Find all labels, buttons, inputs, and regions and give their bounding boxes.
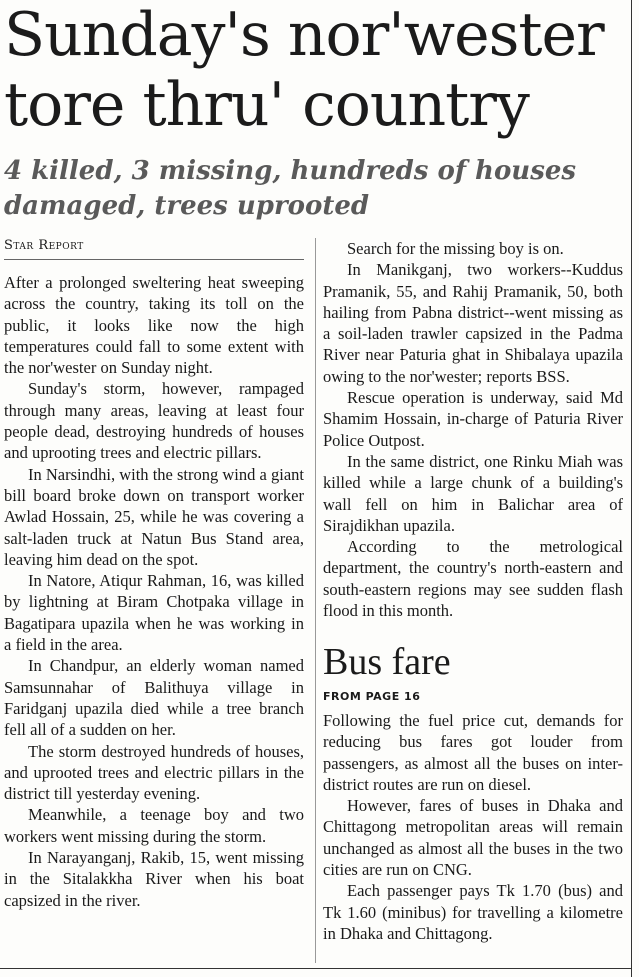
byline-rule bbox=[4, 259, 304, 260]
story-paragraph: In Natore, Atiqur Rahman, 16, was killed by lightning at Biram Chotpaka village in Bagatipara upazila when he was working in a field in the area. bbox=[4, 571, 304, 655]
story-paragraph: In the same district, one Rinku Miah was killed while a large chunk of a building's wall fell on him in Balichar area of Sirajdikhan upazila. bbox=[323, 451, 623, 535]
story-paragraph: In Narayanganj, Rakib, 15, went missing in the Sitalakkha River when his boat capsized in the river. bbox=[4, 848, 304, 910]
main-story-column-2 bbox=[323, 238, 623, 621]
story-paragraph: Following the fuel price cut, demands for reducing bus fares got louder from passengers, as almost all the buses on inter-district routes are run on diesel. bbox=[323, 711, 623, 794]
story-paragraph: After a prolonged sweltering heat sweeping across the country, taking its toll on the public, it looks like now the high temperatures could fall to some extent with the nor'wester on Sunday night. bbox=[4, 273, 304, 378]
byline: Star Report bbox=[4, 238, 84, 253]
subheadline: 4 killed, 3 missing, hundreds of houses damaged, trees uprooted bbox=[4, 156, 577, 221]
continuation-label: FROM PAGE 16 bbox=[323, 690, 421, 703]
page-edge-rule bbox=[631, 0, 632, 977]
main-story-column-1 bbox=[4, 272, 304, 911]
story-paragraph: Sunday's storm, however, rampaged through many areas, leaving at least four people dead, destroying hundreds of houses and uprooting trees and electric pillars. bbox=[4, 379, 304, 463]
story-paragraph: However, fares of buses in Dhaka and Chittagong metropolitan areas will remain unchanged as almost all the buses in the two cities are run on CNG. bbox=[323, 796, 623, 880]
story-paragraph: Search for the missing boy is on. bbox=[347, 239, 564, 258]
story-paragraph: In Narsindhi, with the strong wind a giant bill board broke down on transport worker Awlad Hossain, 25, while he was covering a salt-laden truck at Natun Bus Stand area, leaving him dead on the spot. bbox=[4, 464, 304, 569]
story-paragraph: Meanwhile, a teenage boy and two workers went missing during the storm. bbox=[4, 805, 304, 846]
page-bottom-rule bbox=[0, 968, 632, 969]
side-story-headline: Bus fare bbox=[323, 641, 451, 683]
story-paragraph: In Chandpur, an elderly woman named Samsunnahar of Balithuya village in Faridganj upazila died while a tree branch fell all of a sudden on her. bbox=[4, 656, 304, 740]
story-paragraph: Rescue operation is underway, said Md Shamim Hossain, in-charge of Paturia River Police Outpost. bbox=[323, 388, 623, 450]
column-separator bbox=[315, 238, 316, 963]
headline: Sunday's nor'wester tore thru' country bbox=[4, 0, 604, 140]
story-paragraph: In Manikganj, two workers--Kuddus Pramanik, 55, and Rahij Pramanik, 50, both hailing from Pabna district--went missing as a soil-laden trawler capsized in the Padma River near Paturia ghat in Shibalaya upazila owing to the nor'wester; reports BSS. bbox=[323, 260, 623, 386]
story-paragraph: The storm destroyed hundreds of houses, and uprooted trees and electric pillars in the district till yesterday evening. bbox=[4, 741, 304, 804]
side-story-body bbox=[323, 710, 623, 944]
story-paragraph: Each passenger pays Tk 1.70 (bus) and Tk 1.60 (minibus) for travelling a kilometre in Dhaka and Chittagong. bbox=[323, 881, 623, 943]
story-paragraph: According to the metrological department, the country's north-eastern and south-eastern regions may see sudden flash flood in this month. bbox=[323, 537, 623, 621]
